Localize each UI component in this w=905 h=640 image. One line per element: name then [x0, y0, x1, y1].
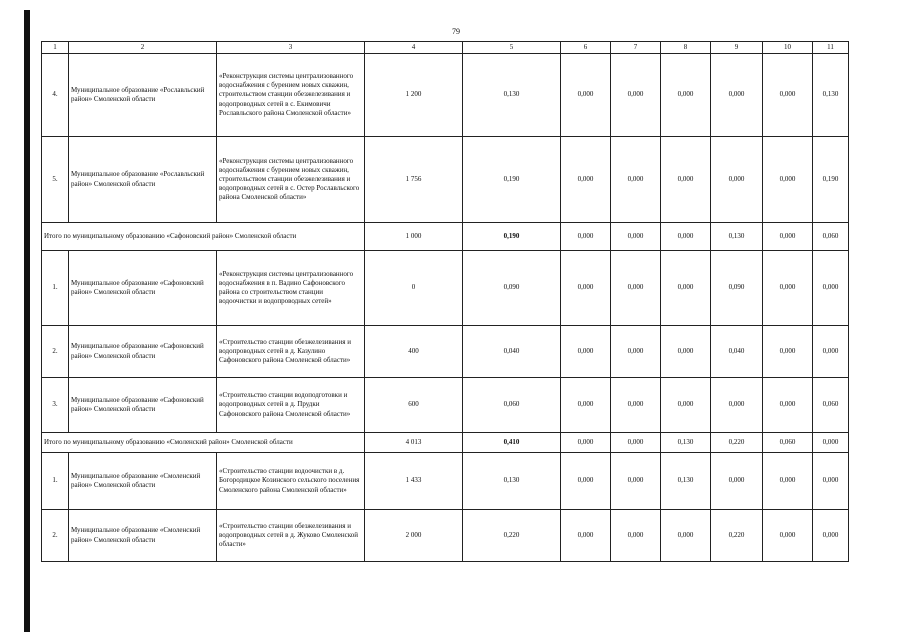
- value-cell: 0,190: [463, 223, 561, 251]
- value-cell: 0,000: [763, 326, 813, 378]
- column-header: 7: [611, 42, 661, 54]
- value-cell: 0,000: [763, 137, 813, 223]
- municipality-cell: Муниципальное образование «Смоленский район» Смоленской области: [69, 453, 217, 510]
- table-row: [42, 326, 849, 378]
- table-body: [42, 42, 849, 576]
- value-cell: 2 000: [365, 510, 463, 562]
- value-cell: 0,000: [661, 223, 711, 251]
- project-description-cell: «Строительство станции обезжелезивания и водопроводных сетей в д. Жуково Смоленской области»: [217, 510, 365, 562]
- value-cell: 1 433: [365, 453, 463, 510]
- value-cell: 0,190: [813, 137, 849, 223]
- value-cell: 0,000: [763, 453, 813, 510]
- row-number: 3.: [42, 378, 69, 433]
- total-label: Итого по муниципальному образованию «Смоленский район» Смоленской области: [42, 433, 365, 453]
- value-cell: 0,000: [611, 433, 661, 453]
- value-cell: 0,000: [763, 54, 813, 137]
- value-cell: 0,000: [661, 326, 711, 378]
- table-row: [42, 251, 849, 326]
- value-cell: 0,220: [711, 510, 763, 562]
- row-number: 5.: [42, 137, 69, 223]
- value-cell: 1 000: [365, 223, 463, 251]
- project-description-cell: «Строительство станции водоочистки в д. Богородицкое Козинского сельского поселения Смоленского района Смоленской области»: [217, 453, 365, 510]
- value-cell: 0,130: [661, 453, 711, 510]
- column-header: 9: [711, 42, 763, 54]
- data-table: [41, 41, 849, 576]
- municipality-cell: Муниципальное образование «Сафоновский район» Смоленской области: [69, 326, 217, 378]
- value-cell: 4 013: [365, 433, 463, 453]
- value-cell: 0,000: [661, 54, 711, 137]
- table-row-empty: [42, 562, 849, 576]
- municipality-cell: Муниципальное образование «Сафоновский район» Смоленской области: [69, 251, 217, 326]
- value-cell: 0,040: [711, 326, 763, 378]
- value-cell: 0,000: [661, 251, 711, 326]
- total-row: [42, 223, 849, 251]
- municipality-cell: Муниципальное образование «Сафоновский район» Смоленской области: [69, 378, 217, 433]
- column-header: 6: [561, 42, 611, 54]
- value-cell: 0,000: [711, 378, 763, 433]
- municipality-cell: Муниципальное образование «Рославльский район» Смоленской области: [69, 137, 217, 223]
- municipality-cell: Муниципальное образование «Смоленский район» Смоленской области: [69, 510, 217, 562]
- row-number: 1.: [42, 453, 69, 510]
- value-cell: 0,000: [611, 378, 661, 433]
- table-row: [42, 54, 849, 137]
- page-number: 79: [452, 27, 460, 36]
- value-cell: 0,000: [661, 378, 711, 433]
- value-cell: 0,410: [463, 433, 561, 453]
- value-cell: 0,000: [561, 378, 611, 433]
- table-row: [42, 453, 849, 510]
- value-cell: 0,000: [561, 251, 611, 326]
- value-cell: 0,130: [463, 54, 561, 137]
- value-cell: 0,130: [463, 453, 561, 510]
- project-description-cell: «Реконструкция системы централизованного водоснабжения с бурением новых скважин, строительством станции обезжелезивания и водопроводных сетей в с. Остер Рославльского района Смоленской области»: [217, 137, 365, 223]
- table-header-row: [42, 42, 849, 54]
- value-cell: 0,000: [611, 453, 661, 510]
- value-cell: 0,090: [711, 251, 763, 326]
- value-cell: 0,000: [611, 54, 661, 137]
- value-cell: 0,000: [561, 510, 611, 562]
- value-cell: 0,060: [763, 433, 813, 453]
- table-row: [42, 137, 849, 223]
- value-cell: 0,000: [661, 510, 711, 562]
- project-description-cell: «Реконструкция системы централизованного водоснабжения в п. Вадино Сафоновского района со строительством станции водоочистки и водопроводных сетей»: [217, 251, 365, 326]
- value-cell: 0,000: [813, 433, 849, 453]
- value-cell: 0,000: [611, 510, 661, 562]
- value-cell: 0,130: [813, 54, 849, 137]
- row-number: 2.: [42, 510, 69, 562]
- value-cell: 0,090: [463, 251, 561, 326]
- value-cell: 0,000: [561, 453, 611, 510]
- value-cell: 0,000: [763, 223, 813, 251]
- value-cell: 0,000: [763, 510, 813, 562]
- value-cell: 0,060: [463, 378, 561, 433]
- column-header: 1: [42, 42, 69, 54]
- column-header: 3: [217, 42, 365, 54]
- column-header: 10: [763, 42, 813, 54]
- value-cell: 0,000: [611, 326, 661, 378]
- value-cell: 0,000: [711, 137, 763, 223]
- table-row: [42, 378, 849, 433]
- value-cell: 1 756: [365, 137, 463, 223]
- municipality-cell: Муниципальное образование «Рославльский район» Смоленской области: [69, 54, 217, 137]
- column-header: 4: [365, 42, 463, 54]
- value-cell: 0,040: [463, 326, 561, 378]
- total-label: Итого по муниципальному образованию «Сафоновский район» Смоленской области: [42, 223, 365, 251]
- value-cell: 600: [365, 378, 463, 433]
- value-cell: 1 200: [365, 54, 463, 137]
- value-cell: 0,000: [813, 326, 849, 378]
- value-cell: 0,000: [763, 251, 813, 326]
- value-cell: 0,000: [561, 326, 611, 378]
- project-description-cell: «Реконструкция системы централизованного водоснабжения с бурением новых скважин, строительством станции обезжелезивания и водопроводных сетей в с. Екимовичи Рославльского района Смоленской области»: [217, 54, 365, 137]
- value-cell: 0,060: [813, 223, 849, 251]
- value-cell: 0,000: [711, 54, 763, 137]
- value-cell: 0: [365, 251, 463, 326]
- value-cell: 0,130: [661, 433, 711, 453]
- project-description-cell: «Строительство станции обезжелезивания и водопроводных сетей в д. Казулино Сафоновского района Смоленской области»: [217, 326, 365, 378]
- column-header: 8: [661, 42, 711, 54]
- value-cell: 0,000: [561, 54, 611, 137]
- value-cell: 0,220: [463, 510, 561, 562]
- value-cell: 0,000: [661, 137, 711, 223]
- value-cell: 0,000: [813, 510, 849, 562]
- table-row: [42, 510, 849, 562]
- total-row: [42, 433, 849, 453]
- value-cell: 0,000: [813, 251, 849, 326]
- value-cell: 0,000: [611, 137, 661, 223]
- row-number: 4.: [42, 54, 69, 137]
- value-cell: 0,060: [813, 378, 849, 433]
- value-cell: 0,000: [611, 223, 661, 251]
- row-number: 2.: [42, 326, 69, 378]
- column-header: 11: [813, 42, 849, 54]
- value-cell: 0,000: [561, 433, 611, 453]
- value-cell: 0,000: [711, 453, 763, 510]
- value-cell: 0,000: [561, 137, 611, 223]
- value-cell: 0,000: [611, 251, 661, 326]
- value-cell: 0,220: [711, 433, 763, 453]
- column-header: 2: [69, 42, 217, 54]
- value-cell: 0,130: [711, 223, 763, 251]
- value-cell: 400: [365, 326, 463, 378]
- row-number: 1.: [42, 251, 69, 326]
- value-cell: 0,000: [561, 223, 611, 251]
- left-margin-bar: [24, 10, 30, 632]
- value-cell: 0,190: [463, 137, 561, 223]
- value-cell: 0,000: [763, 378, 813, 433]
- value-cell: 0,000: [813, 453, 849, 510]
- column-header: 5: [463, 42, 561, 54]
- project-description-cell: «Строительство станции водоподготовки и водопроводных сетей в д. Прудки Сафоновского района Смоленской области»: [217, 378, 365, 433]
